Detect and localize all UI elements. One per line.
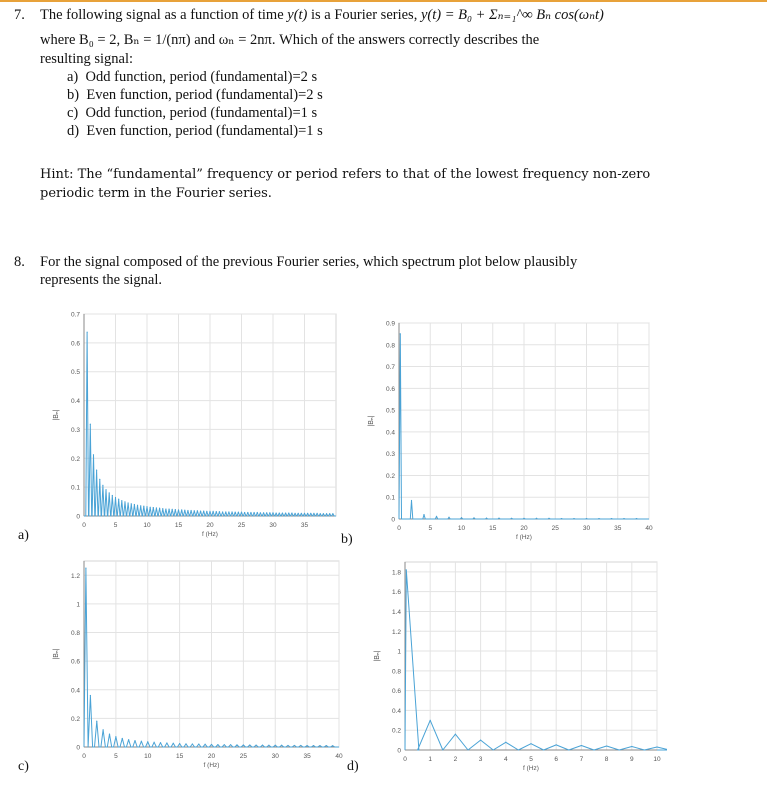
spectrum-peak-point: [332, 745, 333, 746]
spectrum-peak-point: [225, 511, 226, 512]
spectrum-peak-point: [175, 509, 176, 510]
spectrum-peak-point: [275, 745, 276, 746]
spectrum-peak-point: [400, 333, 401, 334]
y-tick-label: 0.5: [385, 407, 395, 415]
spectrum-peak-point: [247, 512, 248, 513]
option-text: Odd function, period (fundamental)=1 s: [85, 105, 318, 121]
spectrum-peak-point: [263, 512, 264, 513]
q7-line-3: resulting signal:: [40, 51, 134, 67]
spectrum-peak-point: [307, 745, 308, 746]
spectrum-peak-point: [423, 514, 424, 515]
spectrum-peak-point: [556, 744, 557, 745]
spectrum-peak-point: [134, 740, 135, 741]
spectrum-peak-point: [159, 508, 160, 509]
spectrum-peak-point: [205, 744, 206, 745]
spectrum-peak-point: [178, 509, 179, 510]
x-tick-label: 30: [269, 522, 277, 529]
spectrum-peak-point: [241, 512, 242, 513]
x-tick-label: 30: [582, 525, 591, 532]
option-label: c): [67, 105, 79, 121]
spectrum-peak-point: [222, 511, 223, 512]
spectrum-peak-point: [323, 513, 324, 514]
spectrum-peak-point: [611, 518, 612, 519]
plot-label-d: d): [347, 759, 359, 774]
y-tick-label: 0.6: [70, 658, 80, 666]
q7-number: 7.: [14, 7, 25, 23]
spectrum-peak-point: [141, 741, 142, 742]
y-tick-label: 0: [76, 513, 80, 521]
spectrum-peak-point: [256, 745, 257, 746]
y-axis-label: |Bₙ|: [374, 650, 381, 662]
spectrum-peak-point: [137, 505, 138, 506]
spectrum-peak-point: [213, 511, 214, 512]
x-tick-label: 0: [82, 753, 86, 760]
x-tick-label: 10: [144, 753, 152, 760]
y-axis-label: |Bₙ|: [53, 409, 60, 421]
x-tick-label: 2: [453, 756, 458, 763]
spectrum-peak-point: [166, 742, 167, 743]
y-tick-label: 0.7: [70, 311, 80, 319]
plot-label-b: b): [341, 532, 353, 547]
spectrum-peak-point: [268, 745, 269, 746]
y-tick-label: 0: [397, 747, 401, 755]
spectrum-peak-point: [486, 518, 487, 519]
spectrum-peak-point: [109, 734, 110, 735]
spectrum-peak-point: [548, 518, 549, 519]
q7-line1-formula: y(t) = B₀ + Σₙ₌₁^∞ Bₙ cos(ωₙt): [420, 7, 604, 23]
spectrum-peak-point: [179, 743, 180, 744]
spectrum-peak-point: [573, 518, 574, 519]
spectrum-peak-point: [623, 518, 624, 519]
spectrum-peak-point: [320, 513, 321, 514]
spectrum-peak-point: [160, 742, 161, 743]
spectrum-peak-point: [279, 513, 280, 514]
spectrum-peak-point: [187, 510, 188, 511]
spectrum-peak-point: [173, 743, 174, 744]
y-tick-label: 0.4: [391, 707, 401, 715]
y-tick-label: 0: [76, 744, 80, 752]
spectrum-peak-point: [93, 454, 94, 455]
spectrum-peak-point: [480, 740, 481, 741]
spectrum-peak-point: [154, 742, 155, 743]
x-tick-label: 5: [113, 522, 118, 529]
x-tick-label: 15: [174, 522, 183, 529]
spectrum-peak-point: [224, 744, 225, 745]
spectrum-peak-point: [254, 512, 255, 513]
spectrum-peak-point: [156, 507, 157, 508]
spectrum-peak-point: [165, 508, 166, 509]
spectrum-peak-point: [288, 513, 289, 514]
option-label: a): [67, 69, 79, 85]
x-tick-label: 0: [82, 522, 86, 529]
spectrum-peak-point: [184, 510, 185, 511]
y-tick-label: 0.8: [385, 342, 395, 350]
x-tick-label: 35: [614, 525, 622, 532]
x-axis-label: f (Hz): [523, 765, 539, 772]
spectrum-peak-point: [235, 512, 236, 513]
y-tick-label: 0.4: [70, 398, 80, 406]
x-tick-label: 15: [176, 753, 184, 760]
spectrum-peak-point: [112, 495, 113, 496]
y-tick-label: 0.6: [391, 688, 401, 696]
x-tick-label: 1: [428, 756, 433, 763]
spectrum-peak-point: [536, 518, 537, 519]
spectrum-peak-point: [146, 506, 147, 507]
spectrum-peak-point: [530, 743, 531, 744]
spectrum-peak-point: [147, 741, 148, 742]
spectrum-peak-point: [307, 513, 308, 514]
spectrum-peak-point: [257, 512, 258, 513]
spectrum-peak-point: [310, 513, 311, 514]
spectrum-peak-point: [99, 479, 100, 480]
y-tick-label: 1.2: [70, 572, 80, 580]
spectrum-plot-d: [360, 550, 667, 775]
y-tick-label: 0.2: [391, 727, 401, 735]
spectrum-peak-point: [200, 510, 201, 511]
spectrum-peak-point: [168, 508, 169, 509]
spectrum-peak-point: [128, 739, 129, 740]
spectrum-peak-point: [301, 513, 302, 514]
y-tick-label: 1: [397, 648, 401, 656]
spectrum-peak-point: [430, 720, 431, 721]
y-tick-label: 0: [391, 516, 395, 524]
x-tick-label: 20: [206, 522, 214, 529]
spectrum-peak-point: [631, 746, 632, 747]
spectrum-peak-point: [131, 503, 132, 504]
y-tick-label: 0.4: [70, 687, 80, 695]
y-tick-label: 1: [76, 601, 80, 609]
spectrum-peak-point: [448, 517, 449, 518]
y-tick-label: 0.5: [70, 369, 80, 377]
spectrum-peak-point: [581, 745, 582, 746]
spectrum-peak-point: [326, 745, 327, 746]
x-tick-label: 7: [579, 756, 584, 763]
spectrum-peak-point: [411, 500, 412, 501]
spectrum-peak-point: [96, 470, 97, 471]
spectrum-peak-point: [266, 512, 267, 513]
y-tick-label: 0.6: [385, 385, 395, 393]
spectrum-peak-point: [326, 513, 327, 514]
y-tick-label: 0.3: [70, 426, 80, 434]
x-tick-label: 30: [271, 753, 279, 760]
spectrum-peak-point: [505, 742, 506, 743]
y-tick-label: 0.4: [385, 429, 395, 437]
q7-option-a: [67, 68, 317, 86]
y-tick-label: 0.7: [385, 364, 395, 372]
spectrum-peak-point: [300, 745, 301, 746]
spectrum-peak-point: [298, 513, 299, 514]
x-tick-label: 8: [604, 756, 609, 763]
spectrum-peak-point: [598, 518, 599, 519]
x-tick-label: 5: [428, 525, 433, 532]
spectrum-peak-point: [406, 569, 407, 570]
spectrum-peak-point: [523, 518, 524, 519]
spectrum-peak-point: [122, 738, 123, 739]
spectrum-peak-point: [191, 510, 192, 511]
spectrum-peak-point: [194, 510, 195, 511]
spectrum-peak-point: [140, 505, 141, 506]
x-tick-label: 10: [143, 522, 151, 529]
x-tick-label: 40: [335, 753, 343, 760]
spectrum-peak-point: [561, 518, 562, 519]
spectrum-peak-point: [203, 510, 204, 511]
spectrum-peak-point: [198, 744, 199, 745]
x-tick-label: 5: [114, 753, 118, 760]
spectrum-peak-point: [216, 511, 217, 512]
q7-hint-line-2: periodic term in the Fourier series.: [40, 186, 272, 201]
q7-line1-math: y(t): [287, 7, 308, 23]
spectrum-peak-point: [87, 332, 88, 333]
spectrum-peak-point: [211, 744, 212, 745]
option-label: d): [67, 123, 80, 139]
spectrum-plot-a: [37, 300, 344, 540]
y-axis-label: |Bₙ|: [53, 648, 60, 660]
y-tick-label: 0.9: [385, 320, 395, 328]
y-tick-label: 0.6: [70, 340, 80, 348]
spectrum-peak-point: [172, 509, 173, 510]
y-tick-label: 1.4: [391, 608, 401, 616]
plot-label-a: a): [18, 528, 29, 543]
spectrum-peak-point: [219, 511, 220, 512]
top-accent-line: [0, 0, 767, 2]
x-tick-label: 0: [397, 525, 401, 532]
spectrum-peak-point: [115, 736, 116, 737]
spectrum-peak-point: [313, 745, 314, 746]
spectrum-peak-point: [313, 513, 314, 514]
plot-label-c: c): [18, 759, 29, 774]
x-tick-label: 9: [629, 756, 634, 763]
x-tick-label: 25: [551, 525, 559, 532]
y-tick-label: 0.1: [385, 494, 395, 502]
spectrum-peak-point: [243, 744, 244, 745]
spectrum-peak-point: [128, 502, 129, 503]
q8-line-2: represents the signal.: [40, 272, 163, 288]
spectrum-plot-b-svg: [357, 313, 659, 545]
y-tick-label: 0.1: [70, 484, 80, 492]
spectrum-peak-point: [103, 729, 104, 730]
x-tick-label: 4: [503, 756, 508, 763]
spectrum-peak-point: [473, 517, 474, 518]
q8-number: 8.: [14, 254, 25, 270]
spectrum-peak-point: [230, 744, 231, 745]
spectrum-peak-point: [606, 745, 607, 746]
option-text: Even function, period (fundamental)=1 s: [86, 123, 323, 139]
spectrum-peak-point: [124, 501, 125, 502]
spectrum-peak-point: [90, 695, 91, 696]
spectrum-peak-point: [317, 513, 318, 514]
spectrum-peak-point: [329, 513, 330, 514]
spectrum-peak-point: [281, 745, 282, 746]
x-tick-label: 20: [207, 753, 216, 760]
spectrum-peak-point: [332, 513, 333, 514]
spectrum-peak-point: [162, 508, 163, 509]
x-axis-label: f (Hz): [516, 534, 532, 541]
x-axis-label: f (Hz): [202, 531, 218, 538]
q7-line1-mid: is a Fourier series,: [307, 7, 421, 23]
y-tick-label: 0.2: [70, 455, 80, 463]
y-tick-label: 0.3: [385, 451, 395, 459]
spectrum-peak-point: [455, 734, 456, 735]
spectrum-peak-point: [197, 510, 198, 511]
spectrum-peak-point: [269, 512, 270, 513]
spectrum-peak-point: [209, 511, 210, 512]
spectrum-peak-point: [206, 511, 207, 512]
spectrum-peak-point: [102, 485, 103, 486]
spectrum-peak-point: [319, 745, 320, 746]
option-text: Odd function, period (fundamental)=2 s: [85, 69, 318, 85]
spectrum-peak-point: [134, 504, 135, 505]
spectrum-peak-point: [250, 512, 251, 513]
spectrum-peak-point: [236, 744, 237, 745]
spectrum-peak-point: [285, 513, 286, 514]
spectrum-plot-a-svg: [37, 300, 344, 540]
spectrum-peak-point: [282, 513, 283, 514]
spectrum-peak-point: [109, 492, 110, 493]
spectrum-peak-point: [231, 511, 232, 512]
spectrum-peak-point: [461, 517, 462, 518]
spectrum-peak-point: [85, 568, 86, 569]
x-axis-label: f (Hz): [203, 762, 220, 769]
q7-line-2: where B₀ = 2, Bₙ = 1/(nπ) and ωₙ = 2nπ. Which of the answers correctly describes the: [40, 32, 540, 48]
spectrum-peak-point: [150, 507, 151, 508]
option-text: Even function, period (fundamental)=2 s: [86, 87, 323, 103]
y-tick-label: 0.2: [385, 472, 395, 480]
spectrum-peak-point: [294, 745, 295, 746]
spectrum-peak-point: [260, 512, 261, 513]
x-tick-label: 15: [489, 525, 497, 532]
spectrum-plot-c: [37, 547, 347, 772]
q7-option-d: [67, 122, 323, 140]
spectrum-peak-point: [238, 512, 239, 513]
spectrum-peak-point: [143, 506, 144, 507]
y-tick-label: 1.8: [391, 569, 401, 577]
spectrum-peak-point: [511, 518, 512, 519]
spectrum-peak-point: [249, 744, 250, 745]
spectrum-peak-point: [244, 512, 245, 513]
spectrum-peak-point: [287, 745, 288, 746]
spectrum-peak-point: [276, 513, 277, 514]
spectrum-peak-point: [304, 513, 305, 514]
y-axis-label: |Bₙ|: [368, 415, 375, 427]
q8-line-1: For the signal composed of the previous Fourier series, which spectrum plot below plausibly: [40, 254, 578, 270]
q7-line-1: [40, 6, 604, 24]
spectrum-peak-point: [192, 743, 193, 744]
spectrum-plot-d-svg: [360, 550, 667, 775]
spectrum-peak-point: [115, 497, 116, 498]
x-tick-label: 35: [300, 522, 309, 529]
spectrum-peak-point: [636, 518, 637, 519]
spectrum-peak-point: [294, 513, 295, 514]
x-tick-label: 3: [478, 756, 483, 763]
spectrum-peak-point: [228, 511, 229, 512]
spectrum-peak-point: [118, 499, 119, 500]
spectrum-plot-b: [357, 313, 659, 545]
x-tick-label: 10: [653, 756, 661, 763]
spectrum-peak-point: [105, 489, 106, 490]
y-tick-label: 0.8: [391, 668, 401, 676]
x-tick-label: 5: [529, 756, 533, 763]
x-tick-label: 25: [239, 753, 247, 760]
spectrum-peak-point: [153, 507, 154, 508]
y-tick-label: 0.8: [70, 630, 80, 638]
x-tick-label: 25: [237, 522, 246, 529]
spectrum-peak-point: [498, 518, 499, 519]
spectrum-peak-point: [272, 512, 273, 513]
y-tick-label: 1.6: [391, 589, 401, 597]
q7-line1-prefix: The following signal as a function of time: [40, 7, 288, 23]
x-tick-label: 40: [645, 525, 653, 532]
q7-option-b: [67, 86, 323, 104]
spectrum-peak-point: [262, 745, 263, 746]
spectrum-peak-point: [185, 743, 186, 744]
spectrum-peak-point: [90, 424, 91, 425]
spectrum-plot-c-svg: [37, 547, 347, 772]
q7-hint-line-1: Hint: The “fundamental” frequency or period refers to that of the lowest frequency non-zero: [40, 167, 651, 182]
x-tick-label: 6: [554, 756, 559, 763]
option-label: b): [67, 87, 80, 103]
q7-option-c: [67, 104, 317, 122]
spectrum-peak-point: [586, 518, 587, 519]
spectrum-peak-point: [291, 513, 292, 514]
x-tick-label: 35: [303, 753, 311, 760]
spectrum-peak-point: [217, 744, 218, 745]
x-tick-label: 0: [403, 756, 407, 763]
y-tick-label: 0.2: [70, 715, 80, 723]
spectrum-peak-point: [121, 500, 122, 501]
x-tick-label: 20: [520, 525, 528, 532]
y-tick-label: 1.2: [391, 628, 401, 636]
spectrum-peak-point: [436, 516, 437, 517]
spectrum-peak-point: [96, 721, 97, 722]
x-tick-label: 10: [457, 525, 466, 532]
spectrum-peak-point: [181, 509, 182, 510]
spectrum-peak-point: [656, 746, 657, 747]
